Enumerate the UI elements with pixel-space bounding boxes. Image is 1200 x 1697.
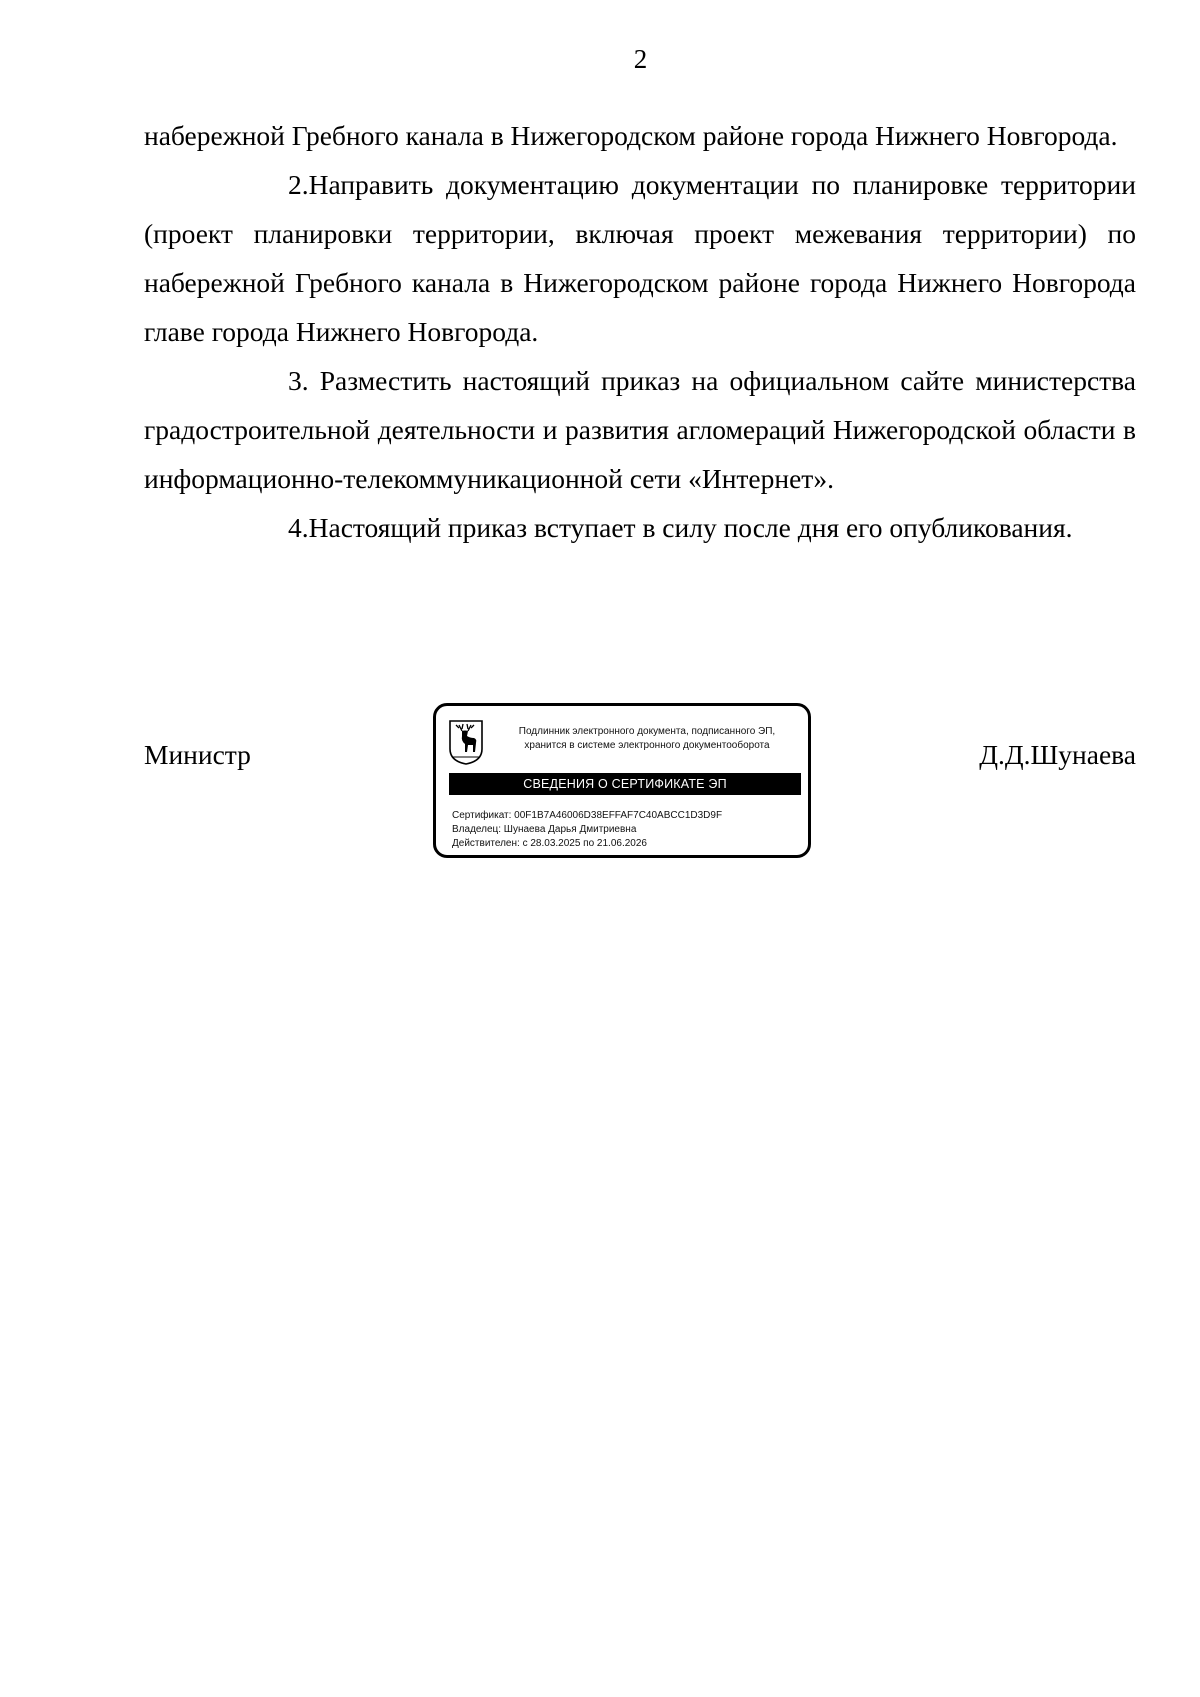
item-number: 4. (288, 512, 309, 543)
item-number: 3. (288, 365, 309, 396)
stamp-note-line-2: хранится в системе электронного документооборота (524, 740, 770, 751)
certificate-owner: Владелец: Шунаева Дарья Дмитриевна (452, 824, 637, 835)
paragraph-item-2 (144, 160, 1136, 356)
electronic-signature-stamp (433, 703, 811, 858)
paragraph-continuation: набережной Гребного канала в Нижегородском районе города Нижнего Новгорода. (144, 120, 1118, 151)
certificate-number: Сертификат: 00F1B7A46006D38EFFAF7C40ABCC1D3D9F (452, 810, 723, 821)
paragraph-item-4 (144, 503, 1136, 552)
page-number: 2 (633, 44, 648, 74)
certificate-validity: Действителен: с 28.03.2025 по 21.06.2026 (452, 838, 647, 849)
document-body (144, 111, 1136, 552)
item-text: Направить документацию документации по планировке территории (проект планировки территории, включая проект межевания территории) по набережной Гребного канала в Нижегородском районе города Нижнего Новгорода главе города Нижнего Новгорода. (144, 169, 1136, 347)
certificate-details (452, 809, 722, 851)
stamp-header: СВЕДЕНИЯ О СЕРТИФИКАТЕ ЭП (449, 773, 801, 795)
item-text: Разместить настоящий приказ на официальном сайте министерства градостроительной деятельности и развития агломераций Нижегородской области в информационно-телекоммуникационной сети «Интернет». (144, 365, 1136, 494)
signatory-name: Д.Д.Шунаева (979, 739, 1136, 770)
stamp-note-line-1: Подлинник электронного документа, подписанного ЭП, (518, 726, 776, 737)
signatory-position: Министр (144, 739, 251, 770)
stamp-note (492, 725, 802, 753)
item-text: Настоящий приказ вступает в силу после дня его опубликования. (308, 512, 1073, 543)
item-number: 2. (288, 169, 309, 200)
coat-of-arms-deer-icon (448, 719, 484, 765)
paragraph-item-3 (144, 356, 1136, 503)
